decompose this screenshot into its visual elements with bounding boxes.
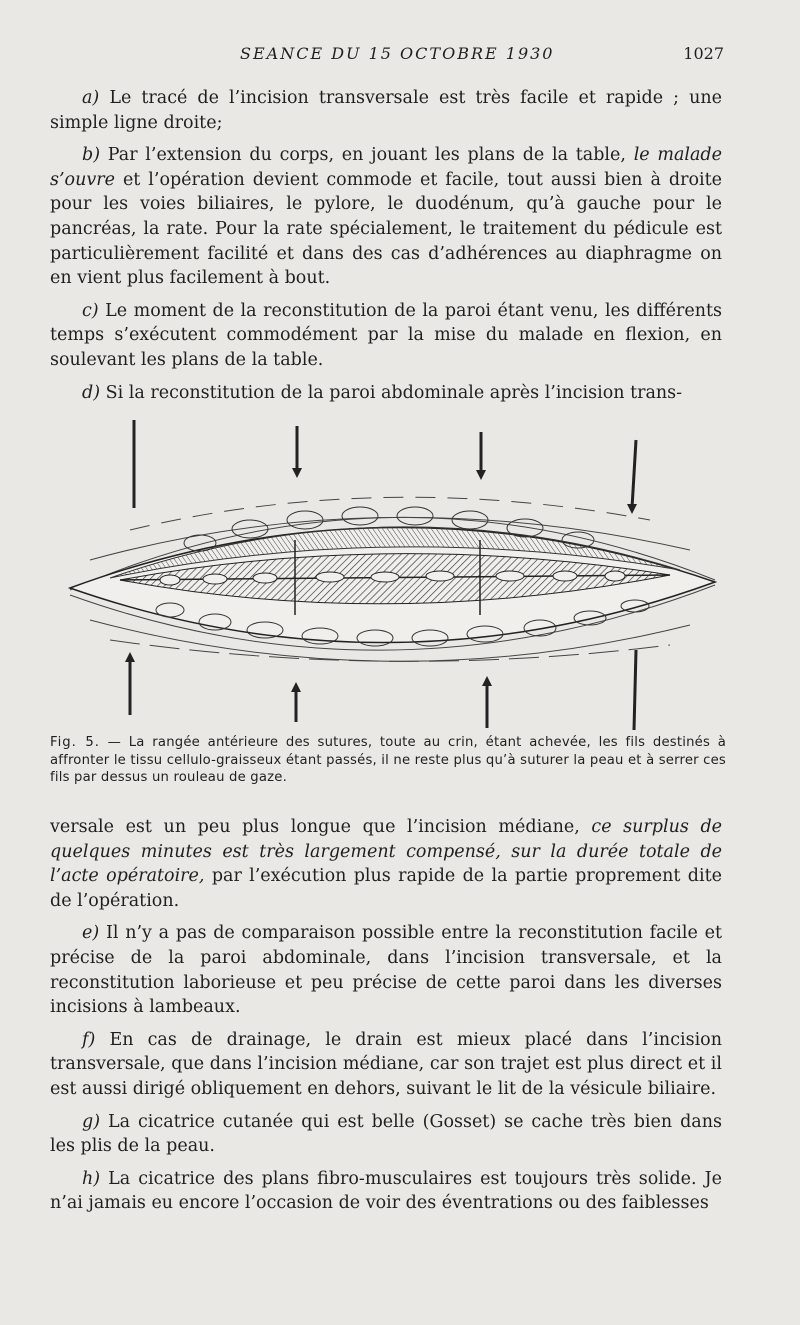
running-title: SEANCE DU 15 OCTOBRE 1930 (240, 44, 555, 63)
paragraph-d-continued (50, 815, 722, 913)
paragraph-e-text: Il n’y a pas de comparaison possible entre la reconstitution facile et précise de la paroi abdominale, dans l’incision transversale, et la reconstitution laborieuse et peu précise de cette paroi dans les diverses incisions à lambeaux. (50, 923, 722, 1018)
paragraph-d (50, 381, 722, 406)
paragraph-f (50, 1028, 722, 1102)
item-marker-h: h) (82, 1168, 101, 1189)
paragraph-b-text-2: et l’opération devient commode et facile, tout aussi bien à droite pour les voies biliaires, le pylore, le duodénum, qu’à gauche pour le pancréas, la rate. Pour la rate spécialement, le traitement du pédicule est particulièrement facilité et dans des cas d’adhérences au diaphragme on en vient plus facilement à bout. (50, 169, 722, 289)
item-marker-a: a) (82, 88, 100, 108)
paragraph-c (50, 299, 722, 373)
item-marker-f: f) (82, 1029, 96, 1050)
paragraph-a-text: Le tracé de l’incision transversale est très facile et rapide ; une simple ligne droite; (50, 88, 722, 133)
paragraph-b-text-1: Par l’extension du corps, en jouant les plans de la table, (107, 145, 626, 166)
paragraph-e (50, 921, 722, 1019)
paragraph-b (50, 143, 722, 291)
figure-illustration (50, 410, 740, 740)
item-marker-e: e) (82, 923, 100, 944)
running-head (0, 44, 800, 68)
thread-lines-top (134, 420, 636, 508)
paragraph-d-text: Si la reconstitution de la paroi abdominale après l’incision trans- (105, 382, 683, 403)
paragraph-d-cont-text-1: versale est un peu plus longue que l’incision médiane, (50, 817, 580, 837)
item-marker-d: d) (82, 382, 101, 403)
page-number: 1027 (683, 44, 724, 63)
paragraph-h (50, 1167, 722, 1216)
paragraph-a (50, 86, 722, 135)
paragraph-g-text: La cicatrice cutanée qui est belle (Gosset) se cache très bien dans les plis de la peau. (50, 1111, 722, 1157)
item-marker-g: g) (82, 1111, 101, 1132)
paragraph-h-text: La cicatrice des plans fibro-musculaires est toujours très solide. Je n’ai jamais eu encore l’occasion de voir des éventrations ou des faiblesses (50, 1168, 722, 1214)
figure-caption-text: — La rangée antérieure des sutures, toute au crin, étant achevée, les fils destinés à affronter le tissu cellulo-graisseux étant passés, il ne reste plus qu’à suturer la peau et à serrer ces fils par dessus un rouleau de gaze. (50, 735, 727, 785)
paragraph-d-cont-text-2: par l’exécution plus rapide de la partie proprement dite de l’opération. (50, 866, 722, 911)
item-marker-b: b) (82, 145, 101, 166)
item-marker-c: c) (82, 300, 99, 321)
paragraph-c-text: Le moment de la reconstitution de la paroi étant venu, les différents temps s’exécutent commodément par la mise du malade en flexion, en soulevant les plans de la table. (50, 300, 722, 370)
paragraph-d-cont-italic: ce surplus de quelques minutes est très largement compensé, sur la durée totale de l’acte opératoire, (50, 817, 723, 887)
paragraph-f-text: En cas de drainage, le drain est mieux placé dans l’incision transversale, que dans l’incision médiane, car son trajet est plus direct et il est aussi dirigé obliquement en dehors, suivant le lit de la vésicule biliaire. (50, 1029, 722, 1099)
text-block-bottom (50, 815, 722, 1224)
paragraph-g (50, 1110, 722, 1159)
figure-caption (50, 734, 726, 787)
figure-label: Fig. 5. (50, 735, 100, 750)
paragraph-b-italic: le malade s’ouvre (50, 145, 722, 190)
text-block-top (50, 86, 722, 413)
thread-lines-bottom (130, 650, 636, 730)
